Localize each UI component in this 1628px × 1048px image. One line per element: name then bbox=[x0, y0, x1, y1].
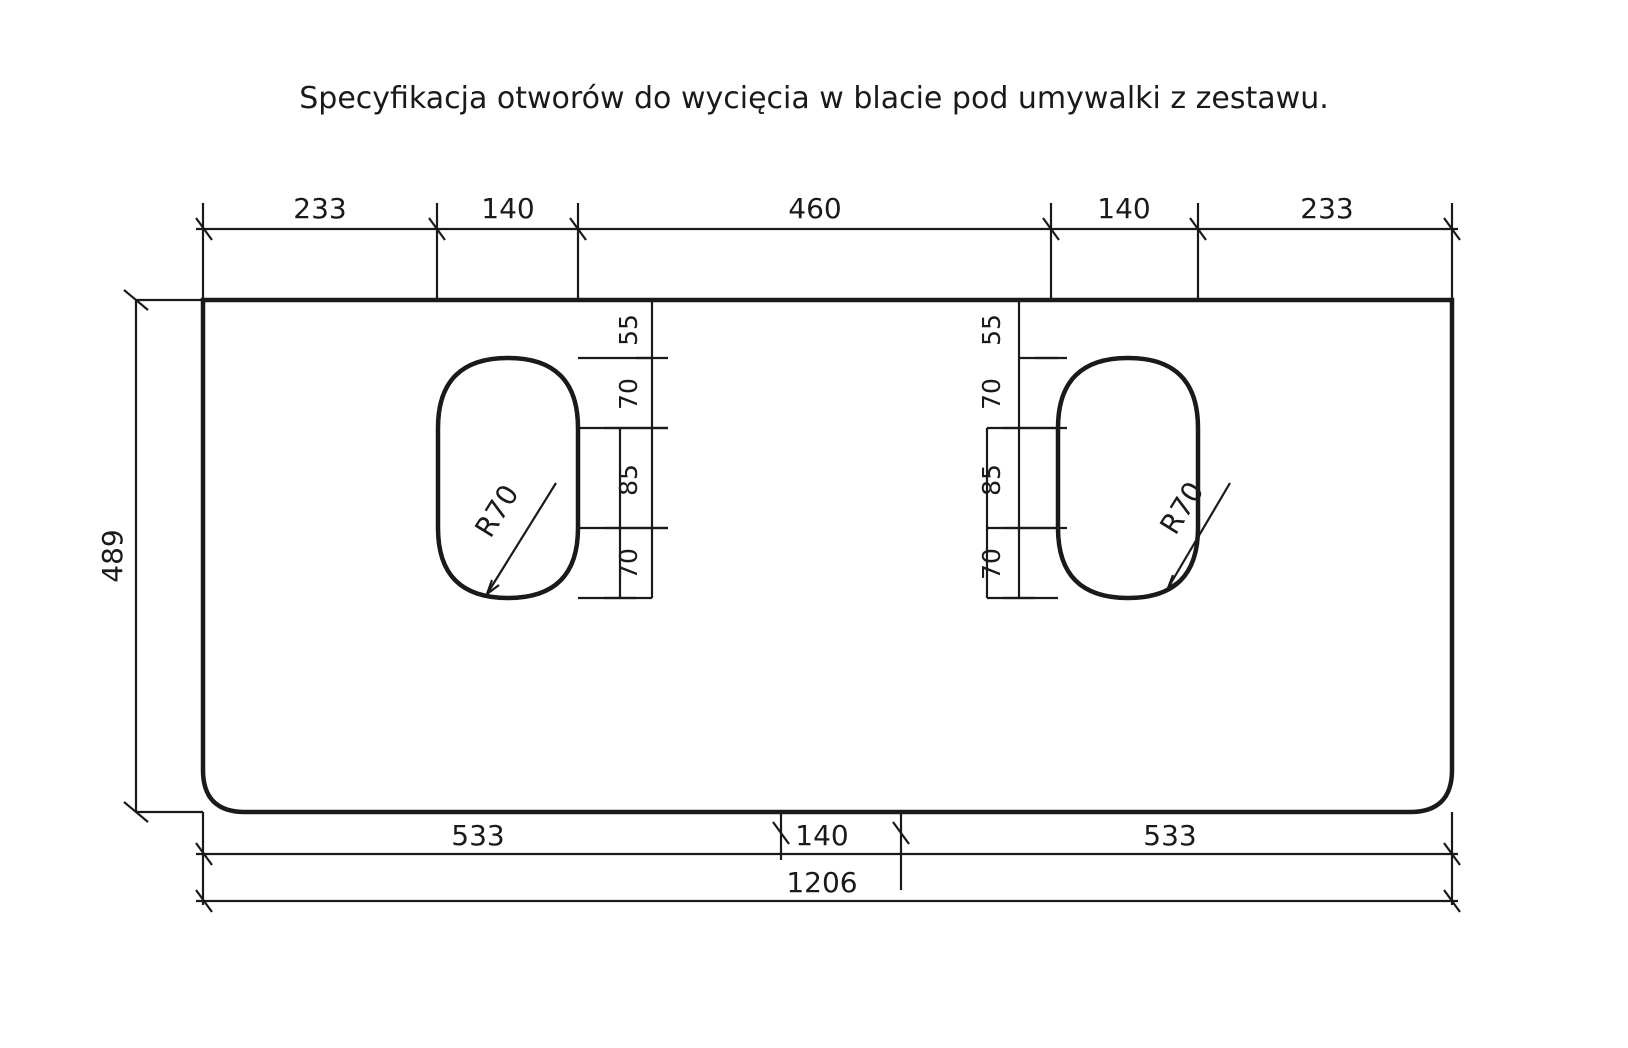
dimension-overall-width: 1206 bbox=[786, 866, 858, 899]
dimension-top-1: 233 bbox=[293, 192, 347, 225]
right-dimension-70-bottom: 70 bbox=[977, 548, 1006, 580]
dimension-bottom-3: 533 bbox=[1143, 819, 1197, 852]
right-cutout-shape bbox=[1058, 358, 1198, 598]
dimension-top-4: 140 bbox=[1097, 192, 1151, 225]
dimension-top-2: 140 bbox=[481, 192, 535, 225]
left-radius-label: R70 bbox=[468, 478, 526, 544]
drawing-title: Specyfikacja otworów do wycięcia w blacie pod umywalki z zestawu. bbox=[299, 81, 1329, 116]
right-dimension-85: 85 bbox=[977, 464, 1006, 496]
dimension-height-489: 489 bbox=[96, 529, 129, 583]
countertop-outline bbox=[203, 300, 1452, 812]
left-dimension-85: 85 bbox=[614, 464, 643, 496]
right-dimension-55: 55 bbox=[977, 314, 1006, 346]
dimension-bottom-1: 533 bbox=[451, 819, 505, 852]
right-dimension-70-top: 70 bbox=[977, 378, 1006, 410]
left-dimension-55: 55 bbox=[614, 314, 643, 346]
dimension-top-5: 233 bbox=[1300, 192, 1354, 225]
dimension-bottom-2: 140 bbox=[795, 819, 849, 852]
left-dimension-70-bottom: 70 bbox=[614, 548, 643, 580]
dimension-top-3: 460 bbox=[788, 192, 842, 225]
left-dimension-70-top: 70 bbox=[614, 378, 643, 410]
right-radius-label: R70 bbox=[1153, 475, 1211, 541]
